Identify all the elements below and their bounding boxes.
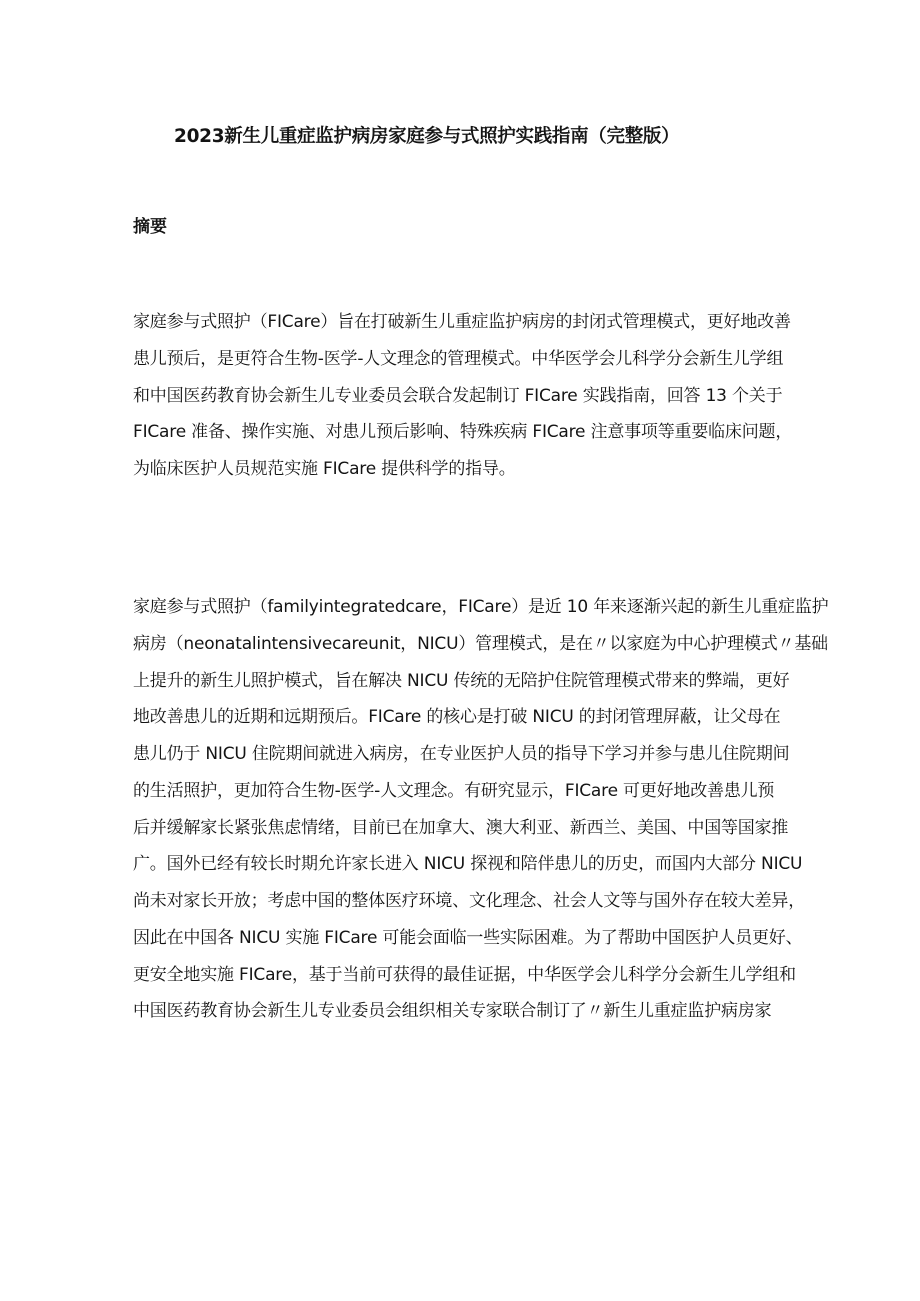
paragraph-line: 病房（neonatalintensivecareunit，NICU）管理模式，是在〃以家庭为中心护理模式〃基础 [133, 633, 828, 654]
abstract-paragraph [133, 309, 805, 493]
paragraph-line: 和中国医药教育协会新生儿专业委员会联合发起制订 FICare 实践指南，回答 13 个关于 [133, 385, 783, 406]
paragraph-line: 广。国外已经有较长时期允许家长进入 NICU 探视和陪伴患儿的历史，而国内大部分 NICU [133, 854, 803, 875]
paragraph-line: 上提升的新生儿照护模式，旨在解决 NICU 传统的无陪护住院管理模式带来的弊端，更好 [133, 670, 790, 691]
paragraph-line: 家庭参与式照护（FICare）旨在打破新生儿重症监护病房的封闭式管理模式，更好地改善 [133, 312, 791, 332]
paragraph-line: FICare 准备、操作实施、对患儿预后影响、特殊疾病 FICare 注意事项等重要临床问题， [133, 422, 793, 443]
intro-paragraph [133, 594, 829, 1035]
paragraph-line: 后并缓解家长紧张焦虑情绪，目前已在加拿大、澳大利亚、新西兰、美国、中国等国家推 [133, 817, 789, 838]
paragraph-line: 的生活照护，更加符合生物-医学-人文理念。有研究显示，FICare 可更好地改善患儿预 [133, 780, 775, 801]
paragraph-line: 中国医药教育协会新生儿专业委员会组织相关专家联合制订了〃新生儿重症监护病房家 [133, 1001, 772, 1022]
paragraph-line: 地改善患儿的近期和远期预后。FICare 的核心是打破 NICU 的封闭管理屏蔽，让父母在 [133, 707, 781, 728]
paragraph-line: 尚未对家长开放；考虑中国的整体医疗环境、文化理念、社会人文等与国外存在较大差异， [133, 891, 805, 911]
paragraph-line: 更安全地实施 FICare，基于当前可获得的最佳证据，中华医学会儿科学分会新生儿学组和 [133, 964, 796, 985]
document-title: 2023新生儿重症监护病房家庭参与式照护实践指南（完整版） [174, 126, 680, 147]
paragraph-line: 患儿仍于 NICU 住院期间就进入病房，在专业医护人员的指导下学习并参与患儿住院期间 [133, 744, 790, 764]
paragraph-line: 家庭参与式照护（familyintegratedcare，FICare）是近 10 年来逐渐兴起的新生儿重症监护 [133, 597, 829, 617]
paragraph-line: 患儿预后，是更符合生物-医学-人文理念的管理模式。中华医学会儿科学分会新生儿学组 [133, 348, 784, 369]
paragraph-line: 为临床医护人员规范实施 FICare 提供科学的指导。 [133, 459, 516, 479]
paragraph-line: 因此在中国各 NICU 实施 FICare 可能会面临一些实际困难。为了帮助中国医护人员更好、 [133, 927, 803, 948]
abstract-heading: 摘要 [133, 217, 167, 237]
